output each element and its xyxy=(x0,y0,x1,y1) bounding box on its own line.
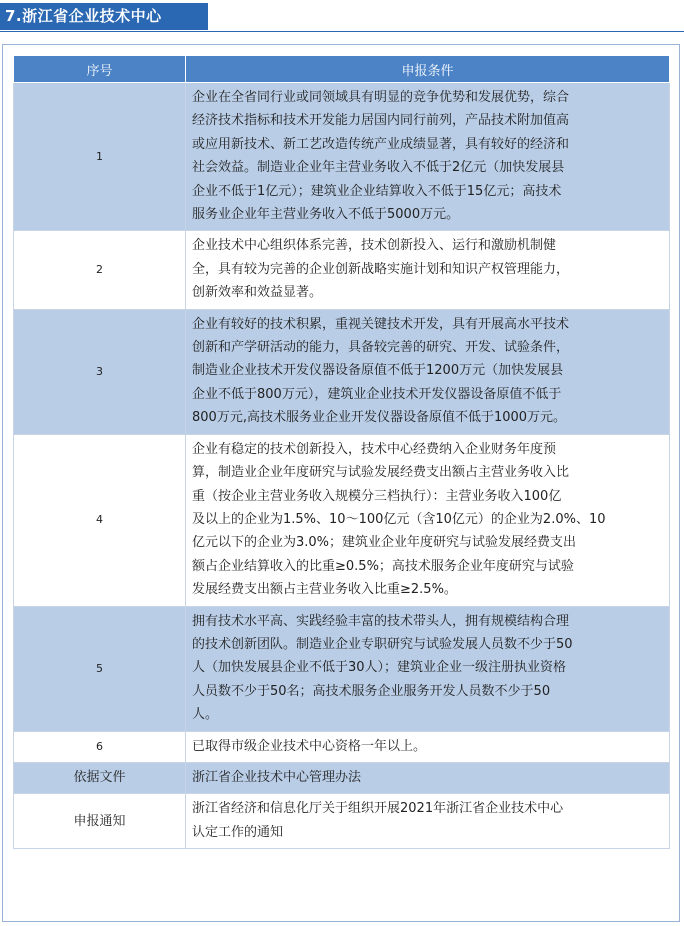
table-row xyxy=(14,606,670,731)
basis-label: 依据文件 xyxy=(14,762,186,793)
table-row-basis xyxy=(14,762,670,793)
table-row xyxy=(14,731,670,762)
notice-label: 申报通知 xyxy=(14,794,186,849)
row-condition: 企业在全省同行业或同领域具有明显的竞争优势和发展优势，综合 经济技术指标和技术开发能力居国内同行前列，产品技术附加值高 或应用新技术、新工艺改造传统产业成绩显著，具有较好的经济和 社会效益。制造业企业年主营业务收入不低于2亿元（加快发展县 企业不低于1亿元）；建筑业企业结算收入不低于15亿元；高技术 服务业企业年主营业务收入不低于5000万元。 xyxy=(186,83,670,231)
row-number: 2 xyxy=(14,231,186,309)
row-number: 6 xyxy=(14,731,186,762)
table-row xyxy=(14,231,670,309)
row-condition: 企业技术中心组织体系完善，技术创新投入、运行和激励机制健 全，具有较为完善的企业创新战略实施计划和知识产权管理能力， 创新效率和效益显著。 xyxy=(186,231,670,309)
basis-value: 浙江省企业技术中心管理办法 xyxy=(186,762,670,793)
row-condition: 拥有技术水平高、实践经验丰富的技术带头人，拥有规模结构合理 的技术创新团队。制造业企业专职研究与试验发展人员数不少于50 人（加快发展县企业不低于30人）；建筑业企业一级注册执业资格 人员数不少于50名；高技术服务企业服务开发人员数不少于50 人。 xyxy=(186,606,670,731)
section-title: 7.浙江省企业技术中心 xyxy=(0,3,208,30)
row-number: 5 xyxy=(14,606,186,731)
header-number: 序号 xyxy=(14,56,186,83)
row-number: 4 xyxy=(14,434,186,606)
row-condition: 企业有稳定的技术创新投入，技术中心经费纳入企业财务年度预 算，制造业企业年度研究与试验发展经费支出额占主营业务收入比 重（按企业主营业务收入规模分三档执行）：主营业务收入100亿 及以上的企业为1.5%、10～100亿元（含10亿元）的企业为2.0%、10 亿元以下的企业为3.0%；建筑业企业年度研究与试验发展经费支出 额占企业结算收入的比重≥0.5%；高技术服务企业年度研究与试验 发展经费支出额占主营业务收入比重≥2.5%。 xyxy=(186,434,670,606)
row-number: 1 xyxy=(14,83,186,231)
row-number: 3 xyxy=(14,309,186,434)
title-underline xyxy=(0,31,684,32)
notice-value: 浙江省经济和信息化厅关于组织开展2021年浙江省企业技术中心 认定工作的通知 xyxy=(186,794,670,849)
row-condition: 已取得市级企业技术中心资格一年以上。 xyxy=(186,731,670,762)
requirements-table xyxy=(13,55,670,849)
table-row xyxy=(14,309,670,434)
table-row-notice xyxy=(14,794,670,849)
table-row xyxy=(14,434,670,606)
row-condition: 企业有较好的技术积累，重视关键技术开发，具有开展高水平技术 创新和产学研活动的能力，具备较完善的研究、开发、试验条件， 制造业企业技术开发仪器设备原值不低于1200万元（加快发展县 企业不低于800万元），建筑业企业技术开发仪器设备原值不低于 800万元,高技术服务业企业开发仪器设备原值不低于1000万元。 xyxy=(186,309,670,434)
table-row xyxy=(14,83,670,231)
header-conditions: 申报条件 xyxy=(186,56,670,83)
